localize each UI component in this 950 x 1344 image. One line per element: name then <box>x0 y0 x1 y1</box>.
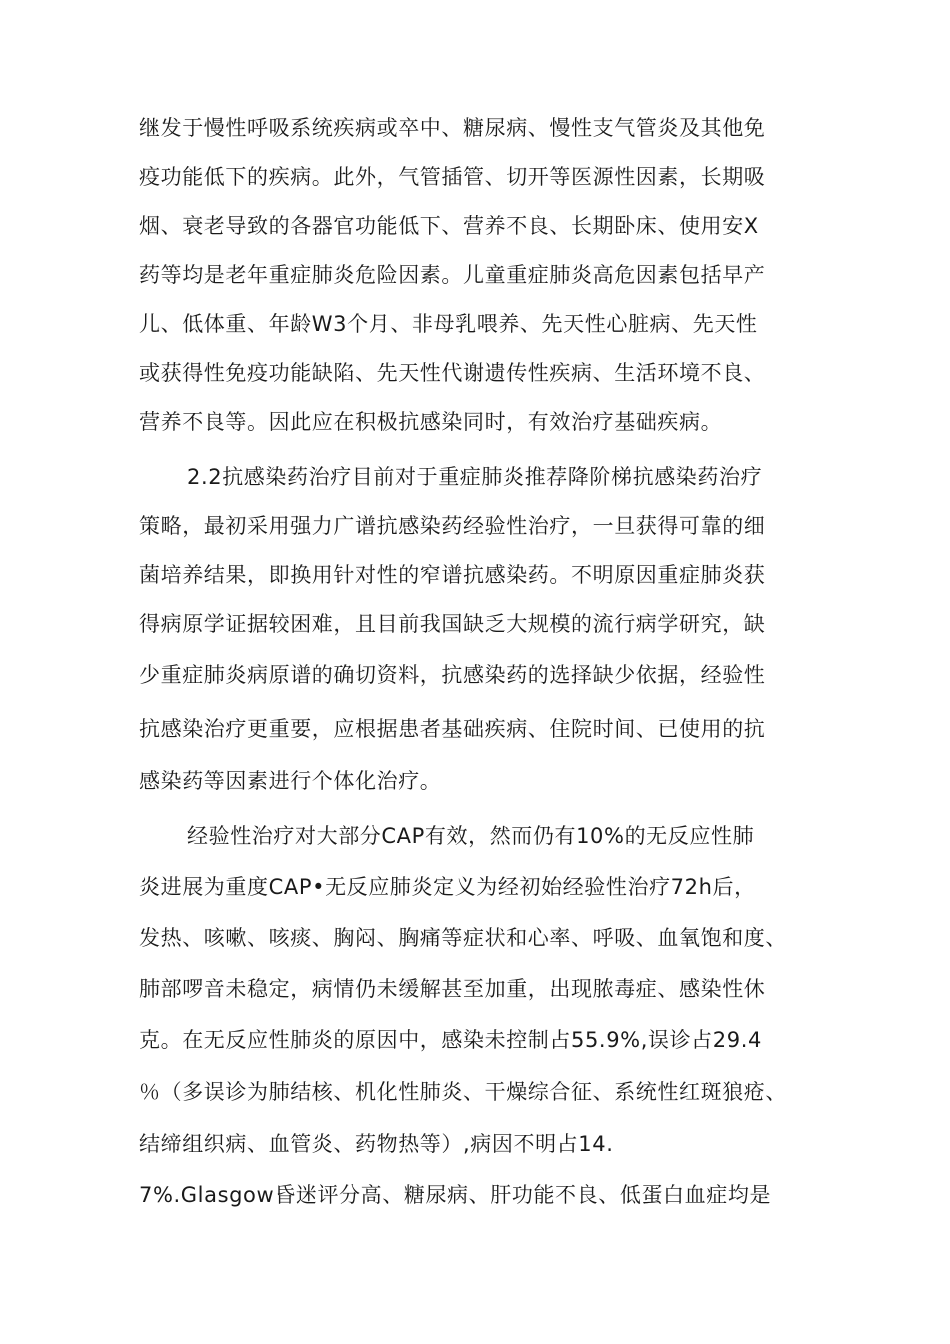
paragraph-3-line-5: 克。在无反应性肺炎的原因中，感染未控制占55.9%,误诊占29.4 <box>139 1028 762 1052</box>
paragraph-1-line-4: 药等均是老年重症肺炎危险因素。儿童重症肺炎高危因素包括早产 <box>139 263 766 287</box>
paragraph-3-line-6: ％（多误诊为肺结核、机化性肺炎、干燥综合征、系统性红斑狼疮、 <box>139 1080 787 1104</box>
paragraph-3-line-2: 炎进展为重度CAP•无反应肺炎定义为经初始经验性治疗72h后， <box>139 875 756 899</box>
paragraph-3-line-1: 经验性治疗对大部分CAP有效，然而仍有10%的无反应性肺 <box>187 824 755 848</box>
paragraph-3-line-7: 结缔组织病、血管炎、药物热等）,病因不明占14. <box>139 1132 614 1156</box>
paragraph-1-line-1: 继发于慢性呼吸系统疾病或卒中、糖尿病、慢性支气管炎及其他免 <box>139 116 766 140</box>
paragraph-1-line-3: 烟、衰老导致的各器官功能低下、营养不良、长期卧床、使用安X <box>139 214 759 238</box>
paragraph-1-line-2: 疫功能低下的疾病。此外，气管插管、切开等医源性因素，长期吸 <box>139 165 766 189</box>
paragraph-1-line-7: 营养不良等。因此应在积极抗感染同时，有效治疗基础疾病。 <box>139 410 723 434</box>
paragraph-2-line-7: 感染药等因素进行个体化治疗。 <box>139 769 442 793</box>
paragraph-2-line-1: 2.2抗感染药治疗目前对于重症肺炎推荐降阶梯抗感染药治疗 <box>187 465 763 489</box>
paragraph-3-line-8: 7%.Glasgow昏迷评分高、糖尿病、肝功能不良、低蛋白血症均是 <box>139 1183 772 1207</box>
paragraph-3-line-4: 肺部啰音未稳定，病情仍未缓解甚至加重，出现脓毒症、感染性休 <box>139 977 766 1001</box>
paragraph-2-line-4: 得病原学证据较困难，且目前我国缺乏大规模的流行病学研究，缺 <box>139 612 766 636</box>
paragraph-1-line-5: 儿、低体重、年龄W3个月、非母乳喂养、先天性心脏病、先天性 <box>139 312 758 336</box>
paragraph-2-line-6: 抗感染治疗更重要，应根据患者基础疾病、住院时间、已使用的抗 <box>139 717 766 741</box>
paragraph-3-line-3: 发热、咳嗽、咳痰、胸闷、胸痛等症状和心率、呼吸、血氧饱和度、 <box>139 926 787 950</box>
paragraph-2-line-2: 策略，最初采用强力广谱抗感染药经验性治疗，一旦获得可靠的细 <box>139 514 766 538</box>
paragraph-2-line-3: 菌培养结果，即换用针对性的窄谱抗感染药。不明原因重症肺炎获 <box>139 563 766 587</box>
paragraph-2-line-5: 少重症肺炎病原谱的确切资料，抗感染药的选择缺少依据，经验性 <box>139 663 766 687</box>
paragraph-1-line-6: 或获得性免疫功能缺陷、先天性代谢遗传性疾病、生活环境不良、 <box>139 361 766 385</box>
